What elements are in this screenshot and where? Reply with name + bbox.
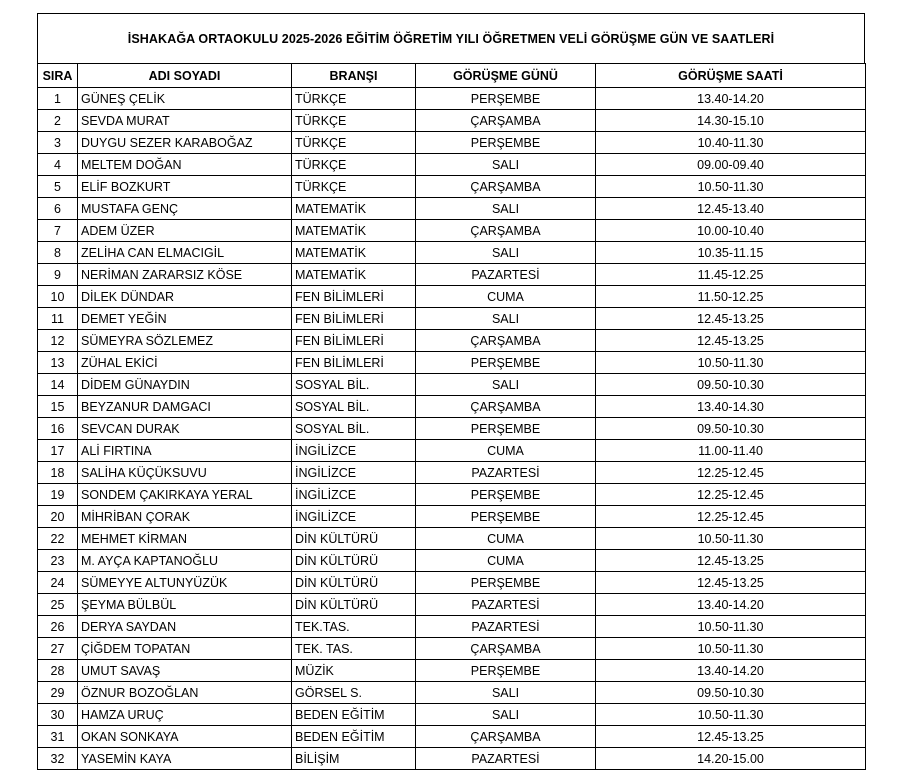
row-number: 9 [38,264,78,286]
header-day: GÖRÜŞME GÜNÜ [416,64,596,88]
schedule-sheet [37,13,865,770]
page-title: İSHAKAĞA ORTAOKULU 2025-2026 EĞİTİM ÖĞRETİM YILI ÖĞRETMEN VELİ GÖRÜŞME GÜN VE SAATLERİ [127,31,775,46]
teacher-branch: SOSYAL BİL. [292,374,416,396]
meeting-time: 10.50-11.30 [596,528,866,550]
teacher-branch: FEN BİLİMLERİ [292,352,416,374]
meeting-day: ÇARŞAMBA [416,220,596,242]
teacher-branch: TÜRKÇE [292,110,416,132]
table-row [38,198,866,220]
table-row [38,352,866,374]
meeting-time: 12.45-13.25 [596,330,866,352]
row-number: 27 [38,638,78,660]
teacher-branch: İNGİLİZCE [292,462,416,484]
meeting-time: 09.50-10.30 [596,374,866,396]
row-number: 19 [38,484,78,506]
meeting-day: ÇARŞAMBA [416,638,596,660]
meeting-day: SALI [416,242,596,264]
meeting-day: PAZARTESİ [416,616,596,638]
teacher-name: SEVCAN DURAK [78,418,292,440]
meeting-day: SALI [416,704,596,726]
teacher-name: M. AYÇA KAPTANOĞLU [78,550,292,572]
teacher-branch: BİLİŞİM [292,748,416,770]
table-row [38,396,866,418]
teacher-branch: MATEMATİK [292,220,416,242]
header-row [38,64,866,88]
row-number: 1 [38,88,78,110]
teacher-branch: TÜRKÇE [292,154,416,176]
meeting-day: PERŞEMBE [416,660,596,682]
row-number: 23 [38,550,78,572]
table-row [38,594,866,616]
row-number: 13 [38,352,78,374]
meeting-day: SALI [416,374,596,396]
row-number: 24 [38,572,78,594]
teacher-branch: MATEMATİK [292,264,416,286]
teacher-name: NERİMAN ZARARSIZ KÖSE [78,264,292,286]
teacher-name: YASEMİN KAYA [78,748,292,770]
teacher-branch: DİN KÜLTÜRÜ [292,550,416,572]
meeting-time: 10.40-11.30 [596,132,866,154]
meeting-time: 12.45-13.40 [596,198,866,220]
row-number: 20 [38,506,78,528]
meeting-day: CUMA [416,550,596,572]
header-branch: BRANŞI [292,64,416,88]
schedule-table [37,63,866,770]
table-row [38,440,866,462]
meeting-time: 11.00-11.40 [596,440,866,462]
teacher-branch: SOSYAL BİL. [292,396,416,418]
meeting-time: 13.40-14.20 [596,594,866,616]
meeting-time: 14.20-15.00 [596,748,866,770]
teacher-name: MİHRİBAN ÇORAK [78,506,292,528]
meeting-day: SALI [416,198,596,220]
teacher-name: MEHMET KİRMAN [78,528,292,550]
header-sira: SIRA [38,64,78,88]
title-box [37,13,865,63]
row-number: 18 [38,462,78,484]
meeting-time: 13.40-14.20 [596,660,866,682]
meeting-day: PERŞEMBE [416,506,596,528]
meeting-day: PERŞEMBE [416,572,596,594]
row-number: 26 [38,616,78,638]
meeting-time: 12.45-13.25 [596,308,866,330]
table-row [38,660,866,682]
teacher-name: ALİ FIRTINA [78,440,292,462]
meeting-day: SALI [416,308,596,330]
meeting-day: PAZARTESİ [416,748,596,770]
row-number: 5 [38,176,78,198]
meeting-time: 09.50-10.30 [596,682,866,704]
meeting-time: 12.25-12.45 [596,462,866,484]
meeting-day: CUMA [416,286,596,308]
row-number: 16 [38,418,78,440]
meeting-time: 10.35-11.15 [596,242,866,264]
teacher-branch: TEK. TAS. [292,638,416,660]
meeting-day: PAZARTESİ [416,462,596,484]
meeting-time: 09.50-10.30 [596,418,866,440]
row-number: 12 [38,330,78,352]
table-row [38,132,866,154]
row-number: 14 [38,374,78,396]
table-row [38,242,866,264]
table-row [38,88,866,110]
meeting-time: 10.50-11.30 [596,704,866,726]
row-number: 10 [38,286,78,308]
teacher-name: ADEM ÜZER [78,220,292,242]
table-row [38,374,866,396]
row-number: 17 [38,440,78,462]
meeting-time: 13.40-14.20 [596,88,866,110]
meeting-day: PERŞEMBE [416,352,596,374]
meeting-time: 11.45-12.25 [596,264,866,286]
table-row [38,506,866,528]
table-row [38,484,866,506]
meeting-day: SALI [416,682,596,704]
meeting-time: 10.50-11.30 [596,616,866,638]
teacher-branch: FEN BİLİMLERİ [292,330,416,352]
meeting-day: SALI [416,154,596,176]
teacher-branch: MATEMATİK [292,198,416,220]
teacher-name: GÜNEŞ ÇELİK [78,88,292,110]
meeting-day: ÇARŞAMBA [416,330,596,352]
meeting-day: CUMA [416,440,596,462]
teacher-name: SÜMEYYE ALTUNYÜZÜK [78,572,292,594]
row-number: 8 [38,242,78,264]
teacher-branch: TEK.TAS. [292,616,416,638]
meeting-time: 12.45-13.25 [596,572,866,594]
meeting-day: ÇARŞAMBA [416,110,596,132]
meeting-time: 10.50-11.30 [596,352,866,374]
teacher-branch: İNGİLİZCE [292,506,416,528]
row-number: 22 [38,528,78,550]
table-row [38,154,866,176]
teacher-branch: TÜRKÇE [292,176,416,198]
teacher-branch: FEN BİLİMLERİ [292,286,416,308]
teacher-branch: MÜZİK [292,660,416,682]
teacher-branch: GÖRSEL S. [292,682,416,704]
teacher-name: BEYZANUR DAMGACI [78,396,292,418]
table-body [38,88,866,770]
row-number: 3 [38,132,78,154]
table-row [38,726,866,748]
row-number: 31 [38,726,78,748]
table-row [38,550,866,572]
table-row [38,308,866,330]
table-row [38,264,866,286]
meeting-time: 12.45-13.25 [596,726,866,748]
meeting-day: PAZARTESİ [416,264,596,286]
row-number: 29 [38,682,78,704]
row-number: 11 [38,308,78,330]
teacher-name: ELİF BOZKURT [78,176,292,198]
table-row [38,418,866,440]
table-row [38,748,866,770]
row-number: 25 [38,594,78,616]
table-row [38,638,866,660]
teacher-name: SONDEM ÇAKIRKAYA YERAL [78,484,292,506]
row-number: 6 [38,198,78,220]
teacher-name: UMUT SAVAŞ [78,660,292,682]
teacher-branch: DİN KÜLTÜRÜ [292,528,416,550]
meeting-day: CUMA [416,528,596,550]
table-row [38,462,866,484]
teacher-branch: BEDEN EĞİTİM [292,704,416,726]
header-time: GÖRÜŞME SAATİ [596,64,866,88]
table-row [38,682,866,704]
teacher-branch: DİN KÜLTÜRÜ [292,594,416,616]
header-name: ADI SOYADI [78,64,292,88]
meeting-time: 12.45-13.25 [596,550,866,572]
teacher-branch: BEDEN EĞİTİM [292,726,416,748]
teacher-name: MELTEM DOĞAN [78,154,292,176]
teacher-branch: FEN BİLİMLERİ [292,308,416,330]
meeting-day: PERŞEMBE [416,132,596,154]
teacher-name: SALİHA KÜÇÜKSUVU [78,462,292,484]
table-row [38,528,866,550]
meeting-time: 11.50-12.25 [596,286,866,308]
table-row [38,176,866,198]
teacher-branch: İNGİLİZCE [292,484,416,506]
teacher-name: ZÜHAL EKİCİ [78,352,292,374]
meeting-time: 12.25-12.45 [596,506,866,528]
table-row [38,704,866,726]
table-row [38,572,866,594]
meeting-day: ÇARŞAMBA [416,726,596,748]
teacher-name: DİDEM GÜNAYDIN [78,374,292,396]
teacher-name: DEMET YEĞİN [78,308,292,330]
teacher-branch: DİN KÜLTÜRÜ [292,572,416,594]
row-number: 28 [38,660,78,682]
table-row [38,330,866,352]
row-number: 2 [38,110,78,132]
teacher-branch: TÜRKÇE [292,132,416,154]
row-number: 15 [38,396,78,418]
meeting-day: PAZARTESİ [416,594,596,616]
teacher-name: OKAN SONKAYA [78,726,292,748]
teacher-branch: MATEMATİK [292,242,416,264]
table-row [38,220,866,242]
teacher-name: SÜMEYRA SÖZLEMEZ [78,330,292,352]
meeting-time: 10.50-11.30 [596,176,866,198]
teacher-branch: TÜRKÇE [292,88,416,110]
teacher-name: ZELİHA CAN ELMACIGİL [78,242,292,264]
row-number: 4 [38,154,78,176]
table-row [38,286,866,308]
teacher-name: DİLEK DÜNDAR [78,286,292,308]
teacher-name: ÖZNUR BOZOĞLAN [78,682,292,704]
meeting-day: ÇARŞAMBA [416,176,596,198]
table-row [38,110,866,132]
meeting-time: 13.40-14.30 [596,396,866,418]
meeting-time: 14.30-15.10 [596,110,866,132]
row-number: 30 [38,704,78,726]
teacher-name: DUYGU SEZER KARABOĞAZ [78,132,292,154]
meeting-day: PERŞEMBE [416,484,596,506]
teacher-name: MUSTAFA GENÇ [78,198,292,220]
teacher-name: HAMZA URUÇ [78,704,292,726]
teacher-branch: İNGİLİZCE [292,440,416,462]
teacher-name: SEVDA MURAT [78,110,292,132]
meeting-day: PERŞEMBE [416,88,596,110]
table-row [38,616,866,638]
meeting-day: PERŞEMBE [416,418,596,440]
meeting-day: ÇARŞAMBA [416,396,596,418]
teacher-branch: SOSYAL BİL. [292,418,416,440]
row-number: 7 [38,220,78,242]
teacher-name: ŞEYMA BÜLBÜL [78,594,292,616]
meeting-time: 09.00-09.40 [596,154,866,176]
meeting-time: 10.50-11.30 [596,638,866,660]
row-number: 32 [38,748,78,770]
teacher-name: ÇİĞDEM TOPATAN [78,638,292,660]
meeting-time: 12.25-12.45 [596,484,866,506]
teacher-name: DERYA SAYDAN [78,616,292,638]
meeting-time: 10.00-10.40 [596,220,866,242]
